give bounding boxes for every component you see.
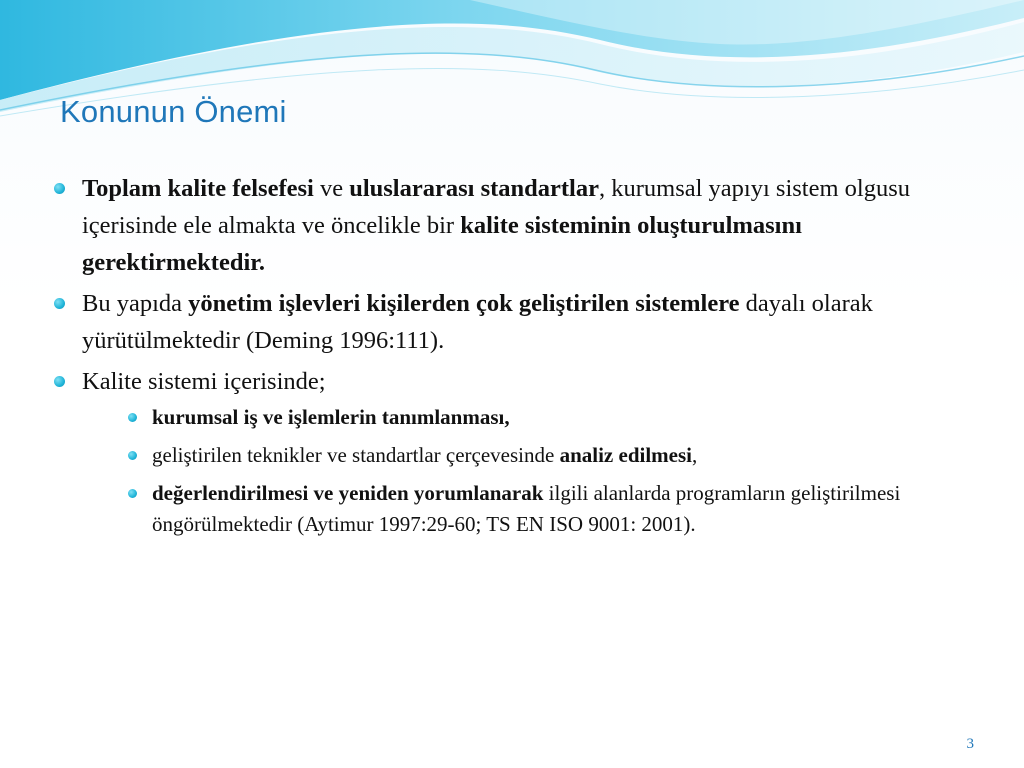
text-run: geliştirilen teknikler ve standartlar çerçevesinde xyxy=(152,443,560,467)
bullet-dot-icon xyxy=(128,451,137,460)
bullet-text xyxy=(82,290,873,354)
sub-bullet-text xyxy=(152,405,510,429)
bullet-dot-icon xyxy=(54,376,65,387)
text-run: ve xyxy=(313,175,350,202)
text-run: uluslararası standartlar xyxy=(349,175,599,202)
slide-title: Konunun Önemi xyxy=(60,94,287,129)
text-run: ilgili alanlarda programların geliştirilmesi öngörülmektedir (Aytimur 1997:29-60; TS EN ISO 9001: 2001). xyxy=(152,481,901,536)
bullet-list xyxy=(52,170,957,547)
text-run: Kalite sistemi içerisinde; xyxy=(82,368,326,395)
bullet-dot-icon xyxy=(54,183,65,194)
bullet-text xyxy=(82,175,910,276)
text-run: dayalı olarak yürütülmektedir (Deming 1996:111). xyxy=(82,290,873,354)
bullet-text xyxy=(82,368,326,395)
page-number: 3 xyxy=(966,736,974,752)
sub-bullet-text xyxy=(152,481,900,536)
text-run: , kurumsal yapıyı sistem olgusu içerisinde ele almakta ve öncelikle bir xyxy=(82,175,910,239)
bullet-item xyxy=(52,285,957,359)
bullet-dot-icon xyxy=(128,489,137,498)
text-run: , xyxy=(692,443,698,467)
level1-bullet-list xyxy=(52,170,957,540)
text-run: Bu yapıda xyxy=(82,290,189,317)
bullet-item xyxy=(52,363,957,540)
bullet-dot-icon xyxy=(54,298,65,309)
text-run: yönetim işlevleri kişilerden çok geliştirilen sistemlere xyxy=(188,290,740,317)
sub-bullet-list xyxy=(82,402,957,540)
sub-bullet-item xyxy=(112,478,957,540)
bullet-dot-icon xyxy=(128,413,137,422)
text-run: değerlendirilmesi ve yeniden yorumlanarak xyxy=(152,481,544,505)
sub-bullet-item xyxy=(112,402,957,433)
text-run: kalite sisteminin oluşturulmasını gerektirmektedir. xyxy=(82,212,802,276)
sub-bullet-item xyxy=(112,440,957,471)
text-run: kurumsal iş ve işlemlerin tanımlanması, xyxy=(152,405,510,429)
bullet-item xyxy=(52,170,957,281)
text-run: analiz edilmesi xyxy=(559,443,692,467)
sub-bullet-text xyxy=(152,443,697,467)
text-run: Toplam kalite felsefesi xyxy=(82,175,314,202)
